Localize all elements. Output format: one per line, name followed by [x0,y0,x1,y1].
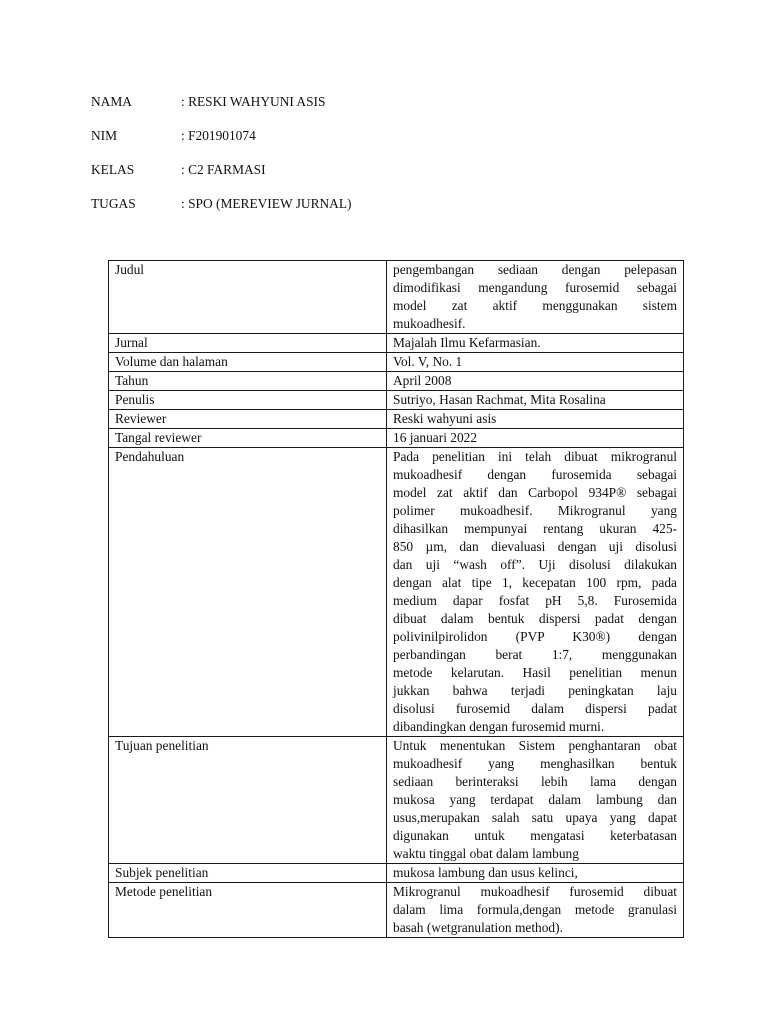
cell-text-line: model zat aktif dan Carbopol 934P® sebagai [393,485,677,500]
cell-text-line: 850 µm, dan dievaluasi dengan uji disolusi [393,539,677,554]
cell-text-line: Sutriyo, Hasan Rachmat, Mita Rosalina [393,392,606,407]
row-label-cell: Tahun [109,372,387,391]
row-label-cell: Reviewer [109,410,387,429]
table-row [109,864,684,883]
row-label-cell: Metode penelitian [109,883,387,938]
table-row [109,737,684,864]
cell-text-line: mukosa lambung dan usus kelinci, [393,865,578,880]
cell-text-line: medium dapar fosfat pH 5,8. Furosemida [393,593,677,608]
row-value-cell [387,391,684,410]
info-label: NIM [91,128,118,143]
table-row [109,410,684,429]
student-info [91,93,351,229]
cell-text-line: polimer mukoadhesif. Mikrogranul yang [393,503,677,518]
cell-text-line: April 2008 [393,373,452,388]
row-value-cell [387,737,684,864]
cell-text-line: mukoadhesif dengan furosemida sebagai [393,467,677,482]
info-value: : RESKI WAHYUNI ASIS [181,94,326,109]
row-value-cell [387,448,684,737]
cell-text-line: dengan alat tipe 1, kecepatan 100 rpm, pada [393,575,677,590]
cell-text-line: pengembangan sediaan dengan pelepasan [393,262,677,277]
cell-text-line: basah (wetgranulation method). [393,920,563,935]
row-label-cell: Tujuan penelitian [109,737,387,864]
cell-text-line: model zat aktif menggunakan sistem [393,298,677,313]
table-row [109,372,684,391]
cell-text-line: Mikrogranul mukoadhesif furosemid dibuat [393,884,677,899]
info-row-tugas [91,195,351,229]
cell-text-line: waktu tinggal obat dalam lambung [393,846,579,861]
cell-text-line: Pada penelitian ini telah dibuat mikrogranul [393,449,677,464]
cell-text-line: polivinilpirolidon (PVP K30®) dengan [393,629,677,644]
row-label-cell: Subjek penelitian [109,864,387,883]
row-label-cell: Judul [109,261,387,334]
info-value: : C2 FARMASI [181,162,266,177]
row-label-cell: Pendahuluan [109,448,387,737]
info-label: KELAS [91,162,135,177]
table-row [109,429,684,448]
table-row [109,448,684,737]
row-value-cell [387,334,684,353]
table-row [109,353,684,372]
cell-text-line: dan uji “wash off”. Uji disolusi dilakukan [393,557,677,572]
cell-text-line: dalam lima formula,dengan metode granulasi [393,902,677,917]
row-value-cell [387,372,684,391]
info-row-nim [91,127,351,161]
info-value: : F201901074 [181,128,256,143]
table-row [109,334,684,353]
cell-text-line: jukkan bahwa terjadi peningkatan laju [393,683,677,698]
cell-text-line: perbandingan berat 1:7, menggunakan [393,647,677,662]
cell-text-line: dimodifikasi mengandung furosemid sebagai [393,280,677,295]
table-body [109,261,684,938]
row-label-cell: Volume dan halaman [109,353,387,372]
info-label: TUGAS [91,196,136,211]
row-label-cell: Jurnal [109,334,387,353]
row-value-cell [387,261,684,334]
cell-text-line: dibandingkan dengan furosemid murni. [393,719,605,734]
cell-text-line: Reski wahyuni asis [393,411,497,426]
cell-text-line: sediaan berinteraksi lebih lama dengan [393,774,677,789]
row-value-cell [387,410,684,429]
cell-text-line: dibuat dalam bentuk dispersi padat dengan [393,611,677,626]
info-row-nama [91,93,351,127]
cell-text-line: mukosa yang terdapat dalam lambung dan [393,792,677,807]
row-value-cell [387,864,684,883]
cell-text-line: mukoadhesif yang menghasilkan bentuk [393,756,677,771]
cell-text-line: digunakan untuk mengatasi keterbatasan [393,828,677,843]
row-label-cell: Tangal reviewer [109,429,387,448]
cell-text-line: mukoadhesif. [393,316,466,331]
info-row-kelas [91,161,351,195]
table-row [109,261,684,334]
cell-text-line: 16 januari 2022 [393,430,478,445]
cell-text-line: Untuk menentukan Sistem penghantaran obat [393,738,677,753]
cell-text-line: dihasilkan mempunyai rentang ukuran 425- [393,521,677,536]
cell-text-line: Vol. V, No. 1 [393,354,463,369]
cell-text-line: usus,merupakan salah satu upaya yang dapat [393,810,677,825]
info-value: : SPO (MEREVIEW JURNAL) [181,196,352,211]
row-label-cell: Penulis [109,391,387,410]
table-row [109,883,684,938]
cell-text-line: disolusi furosemid dalam dispersi padat [393,701,677,716]
row-value-cell [387,883,684,938]
row-value-cell [387,429,684,448]
journal-review-table [108,260,684,938]
row-value-cell [387,353,684,372]
table-row [109,391,684,410]
info-label: NAMA [91,94,132,109]
cell-text-line: Majalah Ilmu Kefarmasian. [393,335,541,350]
cell-text-line: metode kelarutan. Hasil penelitian menun [393,665,677,680]
